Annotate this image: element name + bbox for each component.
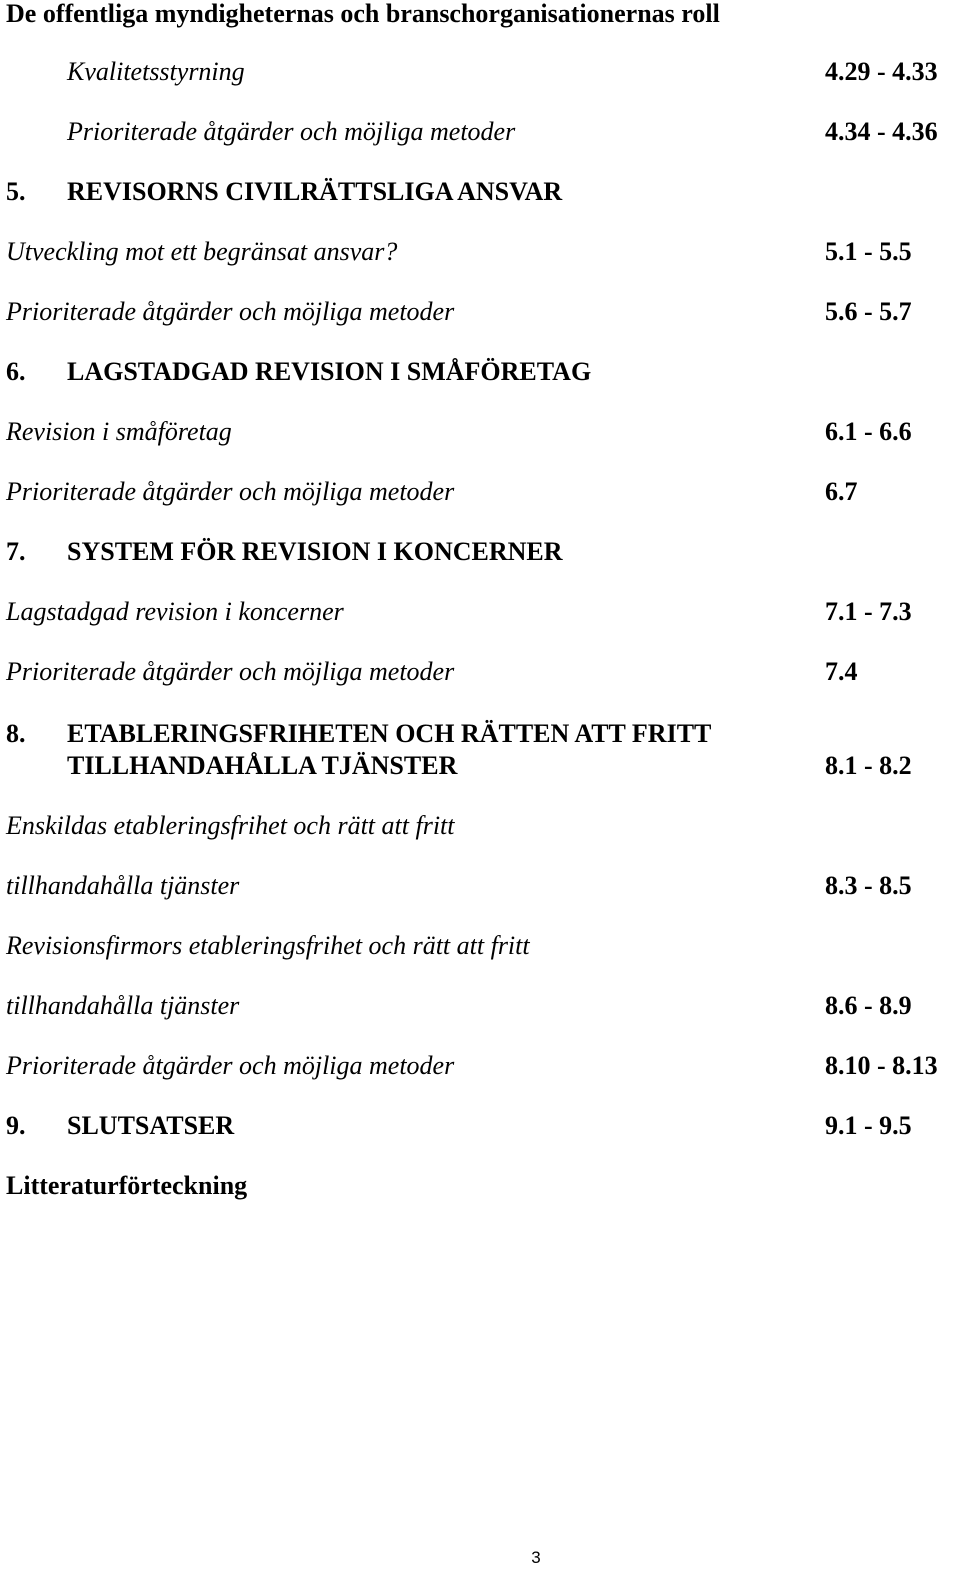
toc-entry-revision-smaforetag: Revision i småföretag 6.1 - 6.6 [6, 417, 912, 446]
page-number: 3 [531, 1548, 541, 1567]
toc-section-9: 9. SLUTSATSER 9.1 - 9.5 [6, 1111, 912, 1140]
toc-entry-lagstadgad-koncerner: Lagstadgad revision i koncerner 7.1 - 7.3 [6, 597, 912, 626]
toc-section-6: 6. LAGSTADGAD REVISION I SMÅFÖRETAG [6, 357, 592, 386]
toc-entry-enskildas: Enskildas etableringsfrihet och rätt att fritt [6, 811, 455, 840]
toc-section-8-cont: TILLHANDAHÅLLA TJÄNSTER 8.1 - 8.2 [67, 751, 912, 780]
toc-entry-utveckling: Utveckling mot ett begränsat ansvar? 5.1 - 5.5 [6, 237, 912, 266]
toc-entry-revisionsfirmors: Revisionsfirmors etableringsfrihet och rätt att fritt [6, 931, 530, 960]
toc-entry-revisionsfirmors-cont: tillhandahålla tjänster 8.6 - 8.9 [6, 991, 912, 1020]
toc-entry-prioriterade-6: Prioriterade åtgärder och möjliga metoder 6.7 [6, 477, 858, 506]
toc-section-7: 7. SYSTEM FÖR REVISION I KONCERNER [6, 537, 563, 566]
toc-entry-prioriterade-4: Prioriterade åtgärder och möjliga metoder 4.34 - 4.36 [67, 117, 938, 146]
toc-entry-prioriterade-5: Prioriterade åtgärder och möjliga metoder 5.6 - 5.7 [6, 297, 912, 326]
toc-heading-roles: De offentliga myndigheternas och branschorganisationernas roll [6, 0, 720, 28]
toc-entry-prioriterade-8: Prioriterade åtgärder och möjliga metoder 8.10 - 8.13 [6, 1051, 938, 1080]
toc-section-5: 5. REVISORNS CIVILRÄTTSLIGA ANSVAR [6, 177, 563, 206]
toc-entry-enskildas-cont: tillhandahålla tjänster 8.3 - 8.5 [6, 871, 912, 900]
toc-entry-kvalitetsstyrning: Kvalitetsstyrning 4.29 - 4.33 [67, 57, 938, 86]
toc-section-8: 8. ETABLERINGSFRIHETEN OCH RÄTTEN ATT FRITT [6, 719, 712, 748]
toc-entry-litteratur: Litteraturförteckning [6, 1171, 248, 1200]
toc-entry-prioriterade-7: Prioriterade åtgärder och möjliga metoder 7.4 [6, 657, 858, 686]
